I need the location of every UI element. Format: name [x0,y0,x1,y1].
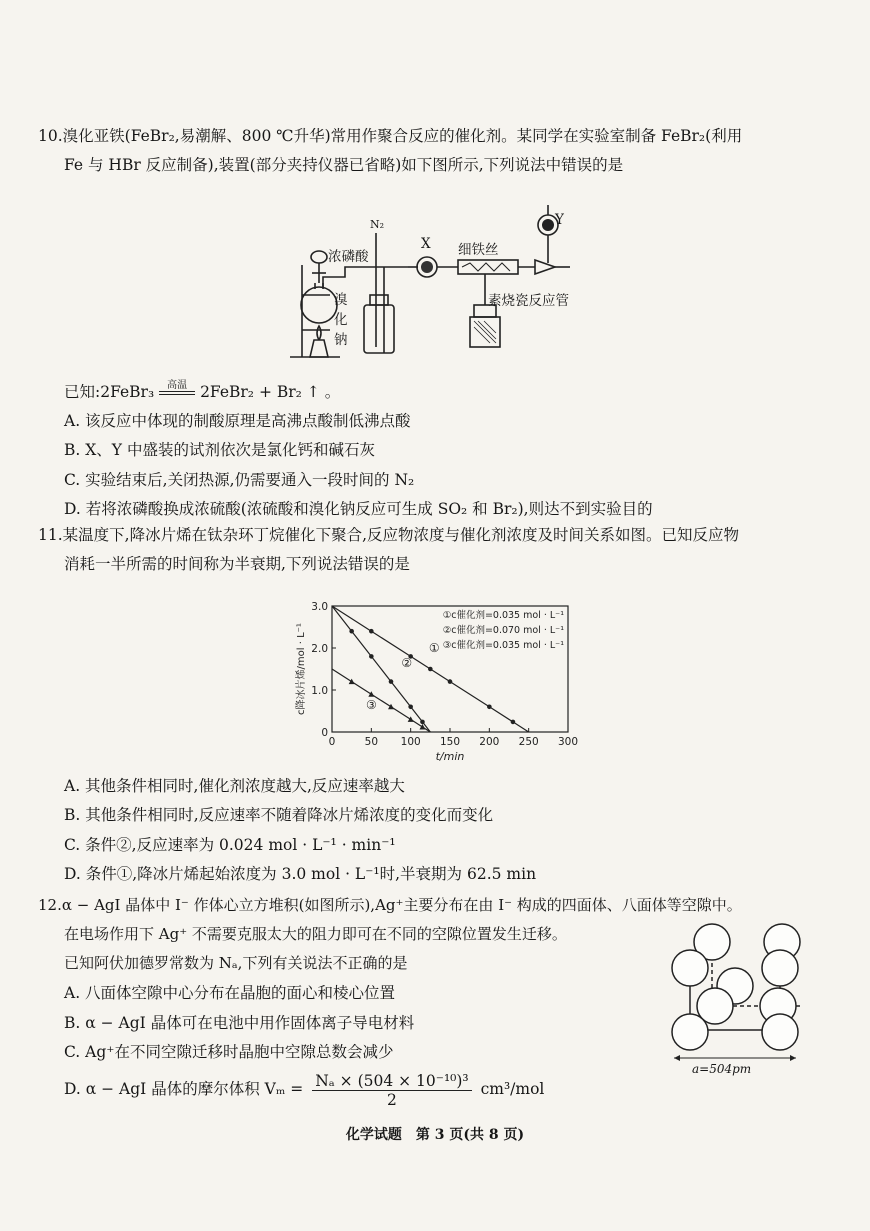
x-tick-label: 150 [439,736,461,748]
label-conc-acid: 浓磷酸 [328,249,369,265]
reaction-condition: 高温 [167,380,188,391]
question-10 [38,122,838,180]
y-tick-label: 1.0 [311,685,328,697]
cell-edge-label: a=504pm [692,1062,752,1076]
label-iron-wire: 细铁丝 [458,242,499,258]
x-tick-label: 300 [557,736,579,748]
data-point [388,704,394,710]
reaction-reactant: 已知:2FeBr₃ [64,383,155,401]
question-11-line1 [38,521,848,550]
q12-option-a: A. 八面体空隙中心分布在晶胞的面心和棱心位置 [64,984,396,1002]
reaction-product: 2FeBr₂ + Br₂ ↑ 。 [200,383,341,401]
concentration-time-chart [290,590,590,770]
question-stem: Fe 与 HBr 反应制备),装置(部分夹持仪器已省略)如下图所示,下列说法中错误的是 [64,156,624,174]
question-stem: 在电场作用下 Ag⁺ 不需要克服太大的阻力即可在不同的空隙位置发生迁移。 [64,925,567,943]
question-number: 11. [38,526,63,544]
q12-option-b: B. α − AgI 晶体可在电池中用作固体离子导电材料 [64,1014,415,1032]
question-10-line2 [38,151,838,180]
question-number: 12. [38,896,62,914]
q10-option-a: A. 该反应中体现的制酸原理是高沸点酸制低沸点酸 [64,412,411,430]
drying-agent-icon [421,261,433,273]
y-axis-label: c降冰片烯/mol · L⁻¹ [296,623,307,715]
question-stem: 某温度下,降冰片烯在钛杂环丁烷催化下聚合,反应物浓度与催化剂浓度及时间关系如图。已知反应物 [62,526,740,544]
question-11 [38,521,848,579]
legend-entry: ②c催化剂=0.070 mol · L⁻¹ [442,625,564,636]
question-stem: 消耗一半所需的时间称为半衰期,下列说法错误的是 [64,555,410,573]
label-nabr-3: 钠 [334,332,348,348]
question-stem: 溴化亚铁(FeBr₂,易潮解、800 ℃升华)常用作聚合反应的催化剂。某同学在实验室制备 FeBr₂(利用 [62,127,743,145]
fraction-numerator: Nₐ × (504 × 10⁻¹⁰)³ [312,1072,471,1091]
molar-volume-fraction [312,1072,471,1109]
curve-label: ③ [365,697,377,712]
y-tick-label: 2.0 [311,643,328,655]
fraction-denominator: 2 [386,1090,397,1109]
data-point [408,716,414,722]
drying-agent-icon [542,219,554,231]
known-reaction [64,380,340,402]
label-n2: N₂ [370,218,385,231]
reaction-arrow [159,380,195,395]
data-point [511,720,516,725]
x-tick-label: 50 [364,736,379,748]
data-point [420,720,425,725]
label-x: X [421,236,431,252]
legend-entry: ③c催化剂=0.035 mol · L⁻¹ [442,640,564,651]
option-d-unit: cm³/mol [480,1080,545,1098]
x-axis-label: t/min [435,750,465,763]
data-point [428,667,433,672]
data-point [349,629,354,634]
data-point [448,679,453,684]
x-tick-label: 250 [518,736,539,748]
label-reaction-tube: 素烧瓷反应管 [488,293,569,309]
q10-option-c: C. 实验结束后,关闭热源,仍需要通入一段时间的 N₂ [64,471,415,489]
x-tick-label: 0 [328,736,336,748]
label-nabr-2: 化 [334,312,348,328]
q12-option-c: C. Ag⁺在不同空隙迁移时晶胞中空隙总数会减少 [64,1043,394,1061]
data-point [408,705,413,710]
q10-option-b: B. X、Y 中盛装的试剂依次是氯化钙和碱石灰 [64,441,375,459]
label-y: Y [555,212,564,228]
x-tick-label: 200 [479,736,500,748]
data-point [487,705,492,710]
curve-label: ② [401,655,413,670]
q10-option-d: D. 若将浓磷酸换成浓硫酸(浓硫酸和溴化钠反应可生成 SO₂ 和 Br₂),则达不到实验目的 [64,500,653,518]
question-stem: 已知阿伏加德罗常数为 Nₐ,下列有关说法不正确的是 [64,954,408,972]
q11-option-a: A. 其他条件相同时,催化剂浓度越大,反应速率越大 [64,777,405,795]
data-point [368,691,374,697]
label-nabr-1: 溴 [334,292,348,308]
q11-option-d: D. 条件①,降冰片烯起始浓度为 3.0 mol · L⁻¹时,半衰期为 62.5 min [64,865,537,883]
question-stem: α − AgI 晶体中 I⁻ 作体心立方堆积(如图所示),Ag⁺主要分布在由 I⁻ 构成的四面体、八面体等空隙中。 [61,896,742,914]
data-point [369,654,374,659]
data-point [389,679,394,684]
data-point [369,629,374,634]
question-10-line1 [38,122,838,151]
series-line-3 [332,669,430,732]
curve-label: ① [428,641,440,656]
question-11-line2 [38,550,848,579]
y-tick-label: 0 [321,727,328,739]
q11-option-b: B. 其他条件相同时,反应速率不随着降冰片烯浓度的变化而变化 [64,806,494,824]
q11-option-c: C. 条件②,反应速率为 0.024 mol · L⁻¹ · min⁻¹ [64,836,396,854]
legend-entry: ①c催化剂=0.035 mol · L⁻¹ [442,610,564,621]
crystal-cell-diagram [660,920,810,1070]
page-footer: 化学试题 第 3 页(共 8 页) [345,1127,525,1143]
x-tick-label: 100 [400,736,421,748]
question-number: 10. [38,127,63,145]
option-d-prefix: D. α − AgI 晶体的摩尔体积 Vₘ = [64,1080,304,1098]
y-tick-label: 3.0 [311,601,328,613]
question-12-line1 [38,891,868,920]
series-line-2 [332,606,430,732]
q12-option-d [64,1068,544,1110]
data-point [349,679,355,685]
